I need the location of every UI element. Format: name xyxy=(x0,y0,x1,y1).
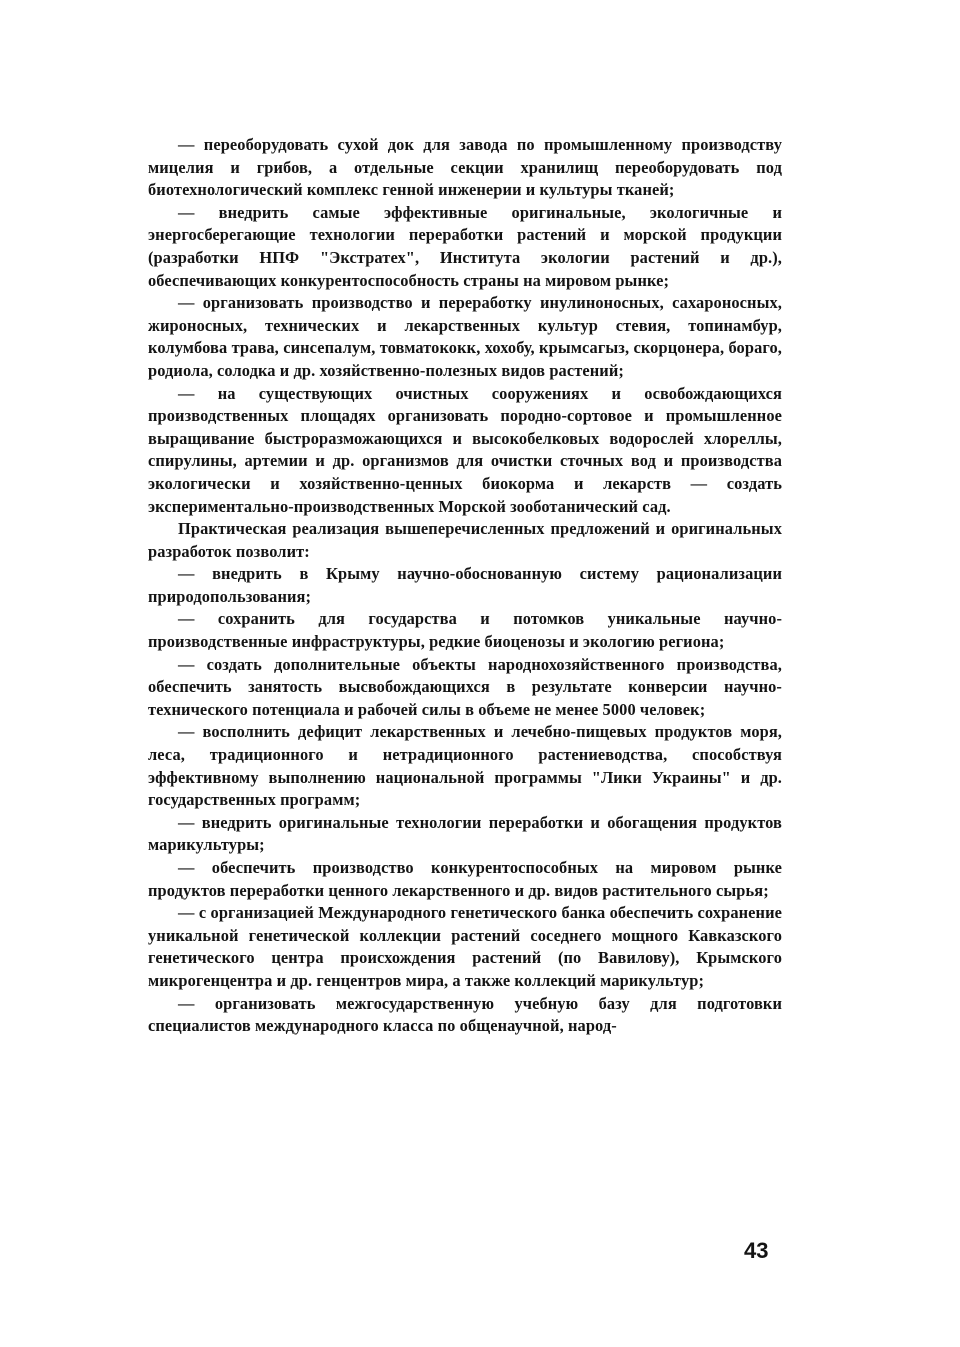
paragraph-4: — на существующих очистных сооружениях и освобождающихся производственных площадях организовать породно-сортовое и промышленное выращивание быстроразможающихся и высокобелковых водорослей хлореллы, спирулины, артемии и др. организмов для очистки сточных вод и производства экологически и хозяйственно-ценных биокорма и лекарств — создать экспериментально-производственных Морской зооботанический сад. xyxy=(148,383,782,516)
paragraph-12: — с организацией Международного генетического банка обеспечить сохранение уникальной генетической коллекции растений соседнего мощного Кавказского генетического центра происхождения растений (по Вавилову), Крымского микрогенцентра и др. генцентров мира, а также коллекций марикультур; xyxy=(148,903,782,990)
paragraph-1: — переоборудовать сухой док для завода по промышленному производству мицелия и грибов, а отдельные секции хранилищ переоборудовать под биотехнологический комплекс генной инженерии и культуры тканей; xyxy=(148,135,782,200)
paragraph-3: — организовать производство и переработку инулиноносных, сахароносных, жироносных, технических и лекарственных культур стевия, топинамбур, колумбова трава, синсепалум, товматококк, хохобу, крымсагыз, скорцонера, бораго, родиола, солодка и др. хозяйственно-полезных видов растений; xyxy=(148,293,782,380)
paragraph-10: — внедрить оригинальные технологии переработки и обогащения продуктов марикультуры; xyxy=(148,812,782,855)
paragraph-11: — обеспечить производство конкурентоспособных на мировом рынке продуктов переработки ценного лекарственного и др. видов растительного сырья; xyxy=(148,858,782,900)
paragraph-5: Практическая реализация вышеперечисленных предложений и оригинальных разработок позволит: xyxy=(148,519,782,561)
paragraph-13: — организовать межгосударственную учебную базу для подготовки специалистов международного класса по общенаучной, народ- xyxy=(148,993,782,1036)
paragraph-7: — сохранить для государства и потомков уникальные научно-производственные инфраструктуры, редкие биоценозы и экологию региона; xyxy=(148,609,782,652)
paragraph-2: — внедрить самые эффективные оригинальные, экологичные и энергосберегающие технологии переработки растений и морской продукции (разработки НПФ "Экстратех", Института экологии растений и др.), обеспечивающих конкурентоспособность страны на мировом рынке; xyxy=(148,202,782,290)
paragraph-6: — внедрить в Крыму научно-обоснованную систему рационализации природопользования; xyxy=(148,564,782,606)
paragraph-9: — восполнить дефицит лекарственных и лечебно-пищевых продуктов моря, леса, традиционного и нетрадиционного растениеводства, способствуя эффективному выполнению национальной программы "Лики Украины" и др. государственных программ; xyxy=(148,722,782,810)
body-text xyxy=(148,134,782,1038)
page-number: 43 xyxy=(744,1238,769,1263)
paragraph-8: — создать дополнительные объекты народнохозяйственного производства, обеспечить занятость высвобождающихся в результате конверсии научно-технического потенциала и рабочей силы в объеме не менее 5000 человек; xyxy=(148,654,782,719)
